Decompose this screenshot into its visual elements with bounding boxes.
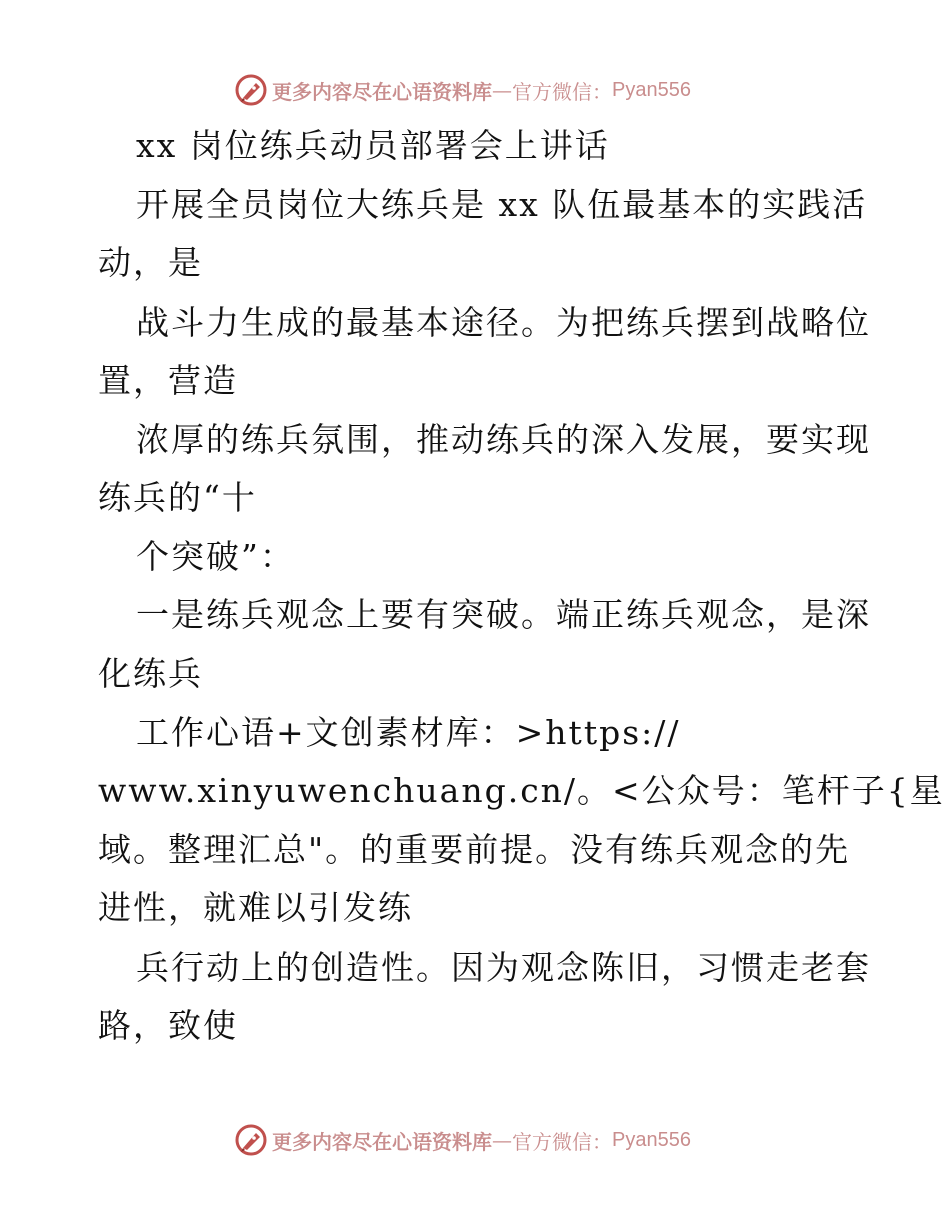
paragraph-line: 路，致使: [98, 1006, 238, 1045]
paragraph-line: 置，营造: [98, 361, 238, 400]
paragraph-line: 域。整理汇总"。的重要前提。没有练兵观念的先: [98, 830, 851, 869]
paragraph-line: 浓厚的练兵氛围，推动练兵的深入发展，要实现: [136, 420, 871, 459]
paragraph-line: 化练兵: [98, 654, 203, 693]
paragraph-line: 一是练兵观念上要有突破。端正练兵观念，是深: [136, 595, 871, 634]
paragraph-line: 开展全员岗位大练兵是 xx 队伍最基本的实践活: [136, 185, 868, 224]
paragraph-line: 动，是: [98, 243, 203, 282]
paragraph-line: 兵行动上的创造性。因为观念陈旧，习惯走老套: [136, 948, 871, 987]
watermark-wechat-id: Pyan556: [612, 78, 691, 101]
paragraph-line: 进性，就难以引发练: [98, 888, 413, 927]
pen-logo-icon: [234, 73, 268, 107]
watermark-contact-label: 官方微信：: [512, 1129, 612, 1154]
watermark-text: 更多内容尽在心语资料库: [272, 79, 492, 104]
watermark-text: 更多内容尽在心语资料库: [272, 1129, 492, 1154]
paragraph-line: 个突破”：: [136, 537, 295, 576]
pen-logo-icon: [234, 1123, 268, 1157]
watermark-wechat-id: Pyan556: [612, 1128, 691, 1151]
watermark-separator: —: [492, 1128, 512, 1152]
header-watermark: [234, 72, 691, 108]
footer-watermark: [234, 1122, 691, 1158]
paragraph-line: www.xinyuwenchuang.cn/。<公众号：笔杆子{星: [98, 771, 945, 810]
paragraph-line: 战斗力生成的最基本途径。为把练兵摆到战略位: [136, 303, 871, 342]
watermark-contact-label: 官方微信：: [512, 79, 612, 104]
document-title: xx 岗位练兵动员部署会上讲话: [136, 126, 610, 165]
watermark-separator: —: [492, 78, 512, 102]
paragraph-line: 练兵的“十: [98, 478, 257, 517]
paragraph-line: 工作心语+文创素材库：>https://: [136, 713, 681, 752]
